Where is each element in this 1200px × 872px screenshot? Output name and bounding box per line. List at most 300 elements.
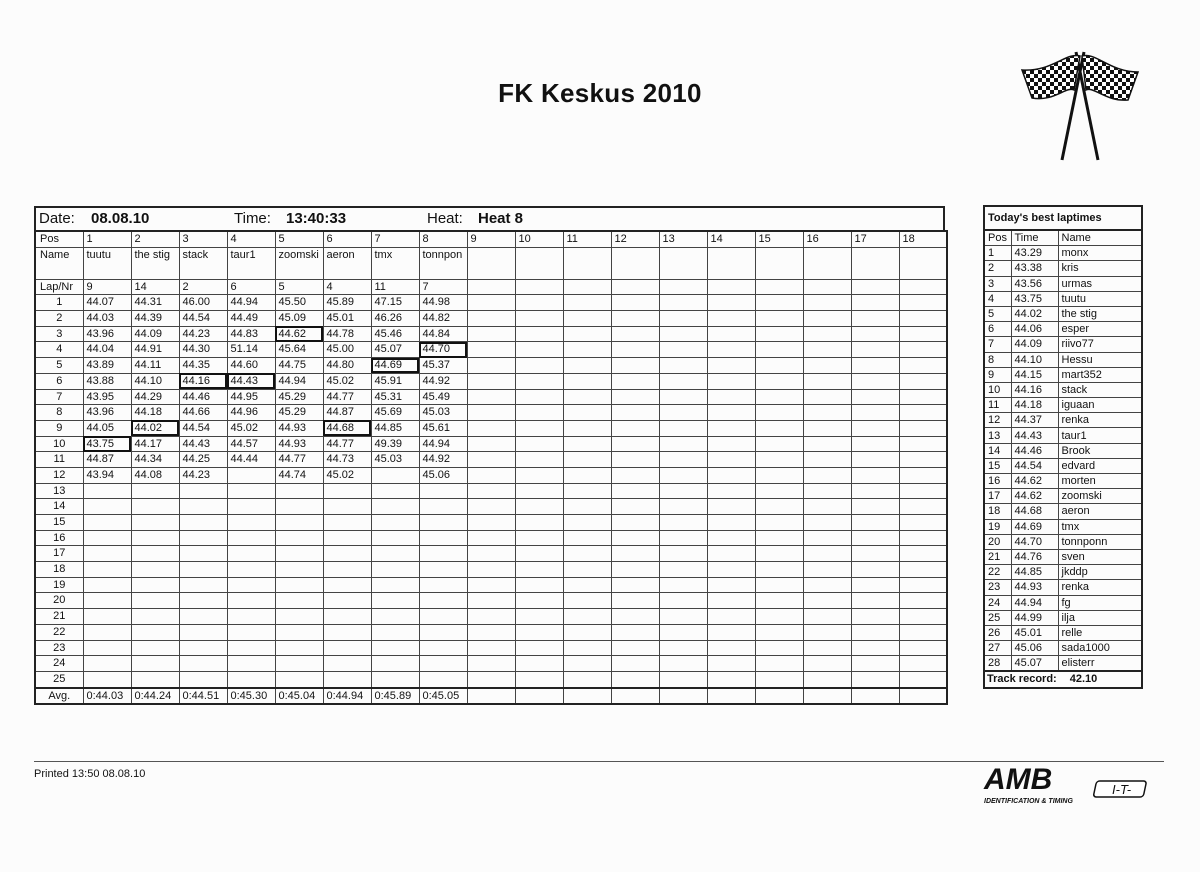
best-lap-cell: 44.02 bbox=[131, 420, 179, 436]
lap-time-cell bbox=[707, 405, 755, 421]
best-pos-cell: 10 bbox=[984, 382, 1011, 397]
lap-time-cell: 44.25 bbox=[179, 452, 227, 468]
lap-time-cell bbox=[659, 405, 707, 421]
lap-time-cell bbox=[371, 546, 419, 562]
lap-time-cell bbox=[611, 326, 659, 342]
best-pos-cell: 2 bbox=[984, 261, 1011, 276]
best-laptime-row bbox=[984, 458, 1142, 473]
pos-cell: 14 bbox=[707, 231, 755, 247]
kart-number-cell bbox=[515, 279, 563, 295]
lap-number-cell: 12 bbox=[35, 467, 83, 483]
lap-time-cell bbox=[707, 499, 755, 515]
lap-time-cell bbox=[179, 562, 227, 578]
lap-time-cell bbox=[131, 609, 179, 625]
average-cell: 0:45.30 bbox=[227, 688, 275, 705]
lap-time-cell: 44.94 bbox=[275, 373, 323, 389]
lap-time-cell bbox=[323, 609, 371, 625]
lap-time-cell: 45.29 bbox=[275, 405, 323, 421]
best-name-cell: renka bbox=[1058, 413, 1142, 428]
best-laptime-row bbox=[984, 489, 1142, 504]
best-name-cell: Brook bbox=[1058, 443, 1142, 458]
best-name-cell: riivo77 bbox=[1058, 337, 1142, 352]
heat-header bbox=[34, 206, 945, 231]
best-laptime-row bbox=[984, 474, 1142, 489]
lap-time-cell bbox=[131, 671, 179, 687]
pos-cell: 18 bbox=[899, 231, 947, 247]
lap-time-cell bbox=[179, 483, 227, 499]
lap-time-cell bbox=[419, 656, 467, 672]
lap-time-cell bbox=[371, 483, 419, 499]
lap-time-cell: 44.94 bbox=[419, 436, 467, 452]
pos-label: Pos bbox=[35, 231, 83, 247]
lap-time-cell bbox=[707, 530, 755, 546]
best-laptime-row bbox=[984, 261, 1142, 276]
pos-cell: 15 bbox=[755, 231, 803, 247]
lap-time-cell bbox=[467, 593, 515, 609]
lap-time-cell bbox=[755, 577, 803, 593]
best-time-cell: 44.70 bbox=[1011, 534, 1058, 549]
printed-timestamp: Printed 13:50 08.08.10 bbox=[34, 768, 146, 780]
driver-name-cell bbox=[707, 247, 755, 279]
best-laptime-row bbox=[984, 534, 1142, 549]
driver-name-cell: the stig bbox=[131, 247, 179, 279]
lap-time-cell bbox=[611, 499, 659, 515]
lap-time-cell: 44.96 bbox=[227, 405, 275, 421]
lap-time-cell bbox=[467, 311, 515, 327]
lap-number-cell: 24 bbox=[35, 656, 83, 672]
pos-cell: 6 bbox=[323, 231, 371, 247]
lap-time-cell bbox=[851, 609, 899, 625]
best-laptime-row bbox=[984, 413, 1142, 428]
lap-time-cell: 45.50 bbox=[275, 295, 323, 311]
lap-time-cell bbox=[371, 499, 419, 515]
lap-time-cell: 44.23 bbox=[179, 326, 227, 342]
logo-text: AMB bbox=[984, 765, 1053, 796]
lap-time-cell bbox=[803, 295, 851, 311]
average-cell bbox=[611, 688, 659, 705]
lap-time-cell bbox=[851, 373, 899, 389]
lap-number-cell: 22 bbox=[35, 624, 83, 640]
lap-time-cell: 44.18 bbox=[131, 405, 179, 421]
best-name-cell: esper bbox=[1058, 322, 1142, 337]
lap-time-cell bbox=[275, 546, 323, 562]
lap-time-cell bbox=[755, 452, 803, 468]
best-pos-cell: 16 bbox=[984, 474, 1011, 489]
best-pos-cell: 12 bbox=[984, 413, 1011, 428]
best-laptime-row bbox=[984, 428, 1142, 443]
lap-time-cell bbox=[851, 546, 899, 562]
lap-time-cell bbox=[755, 640, 803, 656]
lap-time-cell bbox=[707, 326, 755, 342]
best-name-cell: elisterr bbox=[1058, 656, 1142, 672]
lap-time-cell bbox=[467, 483, 515, 499]
lap-time-cell bbox=[371, 562, 419, 578]
lap-time-cell bbox=[515, 326, 563, 342]
lap-time-cell bbox=[851, 499, 899, 515]
average-cell: 0:45.89 bbox=[371, 688, 419, 705]
lap-number-cell: 10 bbox=[35, 436, 83, 452]
kart-number-cell bbox=[659, 279, 707, 295]
lap-time-cell bbox=[227, 530, 275, 546]
lap-time-cell bbox=[563, 467, 611, 483]
lap-time-cell bbox=[611, 671, 659, 687]
lap-time-cell bbox=[803, 483, 851, 499]
lap-time-cell bbox=[515, 467, 563, 483]
best-laptime-row bbox=[984, 246, 1142, 261]
lap-time-cell: 43.88 bbox=[83, 373, 131, 389]
kart-number-cell bbox=[563, 279, 611, 295]
best-pos-cell: 21 bbox=[984, 549, 1011, 564]
best-name-cell: urmas bbox=[1058, 276, 1142, 291]
lap-time-cell bbox=[851, 530, 899, 546]
lap-time-cell bbox=[659, 311, 707, 327]
best-laptime-row bbox=[984, 641, 1142, 656]
best-name-cell: Hessu bbox=[1058, 352, 1142, 367]
lap-time-cell bbox=[659, 452, 707, 468]
lap-time-cell bbox=[611, 436, 659, 452]
lap-time-cell bbox=[755, 467, 803, 483]
lap-time-cell bbox=[515, 656, 563, 672]
best-pos-cell: 18 bbox=[984, 504, 1011, 519]
lap-time-cell bbox=[707, 420, 755, 436]
lap-row bbox=[35, 671, 947, 687]
lap-time-cell bbox=[227, 593, 275, 609]
lap-time-cell bbox=[467, 656, 515, 672]
lap-time-cell bbox=[515, 373, 563, 389]
best-time-cell: 44.99 bbox=[1011, 610, 1058, 625]
lap-time-cell bbox=[371, 624, 419, 640]
kart-number-cell: 5 bbox=[275, 279, 323, 295]
lap-number-cell: 18 bbox=[35, 562, 83, 578]
best-pos-cell: 4 bbox=[984, 291, 1011, 306]
lap-time-cell bbox=[755, 436, 803, 452]
lap-time-cell bbox=[899, 499, 947, 515]
best-time-cell: 45.07 bbox=[1011, 656, 1058, 672]
lap-time-cell bbox=[371, 467, 419, 483]
average-cell bbox=[515, 688, 563, 705]
pos-row bbox=[35, 231, 947, 247]
lap-row bbox=[35, 499, 947, 515]
name-row bbox=[35, 247, 947, 279]
best-pos-cell: 9 bbox=[984, 367, 1011, 382]
lap-time-cell bbox=[515, 483, 563, 499]
lap-time-cell bbox=[467, 295, 515, 311]
best-time-cell: 44.94 bbox=[1011, 595, 1058, 610]
lap-time-cell bbox=[755, 546, 803, 562]
lap-number-cell: 14 bbox=[35, 499, 83, 515]
lap-time-cell bbox=[851, 311, 899, 327]
lap-number-cell: 8 bbox=[35, 405, 83, 421]
lap-time-cell bbox=[851, 389, 899, 405]
best-time-cell: 44.69 bbox=[1011, 519, 1058, 534]
lap-number-cell: 20 bbox=[35, 593, 83, 609]
lap-time-cell bbox=[563, 420, 611, 436]
lap-row bbox=[35, 467, 947, 483]
lap-time-cell bbox=[131, 483, 179, 499]
amb-logo bbox=[982, 765, 1154, 809]
lap-time-cell bbox=[803, 671, 851, 687]
lap-time-cell bbox=[323, 640, 371, 656]
lap-time-cell bbox=[467, 467, 515, 483]
lap-time-cell bbox=[755, 562, 803, 578]
lap-time-cell bbox=[515, 358, 563, 374]
pos-cell: 13 bbox=[659, 231, 707, 247]
best-time-cell: 44.93 bbox=[1011, 580, 1058, 595]
lap-time-cell bbox=[899, 483, 947, 499]
col-pos: Pos bbox=[984, 230, 1011, 246]
lap-time-cell bbox=[755, 499, 803, 515]
lap-time-cell bbox=[563, 373, 611, 389]
pos-cell: 17 bbox=[851, 231, 899, 247]
lap-time-cell bbox=[83, 515, 131, 531]
lap-number-cell: 17 bbox=[35, 546, 83, 562]
best-laptime-row bbox=[984, 504, 1142, 519]
lap-time-cell bbox=[563, 311, 611, 327]
lap-time-cell bbox=[755, 593, 803, 609]
page-title: FK Keskus 2010 bbox=[498, 78, 702, 108]
kart-number-cell: 11 bbox=[371, 279, 419, 295]
lap-time-cell bbox=[83, 671, 131, 687]
kart-number-cell: 14 bbox=[131, 279, 179, 295]
best-pos-cell: 28 bbox=[984, 656, 1011, 672]
lap-row bbox=[35, 342, 947, 358]
best-name-cell: renka bbox=[1058, 580, 1142, 595]
lap-time-cell bbox=[131, 577, 179, 593]
best-time-cell: 44.43 bbox=[1011, 428, 1058, 443]
driver-name-cell: taur1 bbox=[227, 247, 275, 279]
lap-time-cell bbox=[563, 326, 611, 342]
lap-time-cell bbox=[419, 530, 467, 546]
lap-number-cell: 3 bbox=[35, 326, 83, 342]
lap-time-cell bbox=[803, 358, 851, 374]
best-pos-cell: 19 bbox=[984, 519, 1011, 534]
lap-time-cell bbox=[419, 483, 467, 499]
lap-time-cell bbox=[467, 499, 515, 515]
lap-time-cell: 45.01 bbox=[323, 311, 371, 327]
lap-time-cell bbox=[851, 295, 899, 311]
lap-time-cell bbox=[419, 499, 467, 515]
lap-time-cell: 44.04 bbox=[83, 342, 131, 358]
best-lap-cell: 44.69 bbox=[371, 358, 419, 374]
lap-time-cell bbox=[611, 577, 659, 593]
lap-time-cell bbox=[371, 640, 419, 656]
lap-time-cell bbox=[515, 624, 563, 640]
lap-time-cell bbox=[275, 530, 323, 546]
lap-time-cell bbox=[755, 358, 803, 374]
lap-time-cell bbox=[83, 546, 131, 562]
lap-time-cell bbox=[851, 436, 899, 452]
best-name-cell: aeron bbox=[1058, 504, 1142, 519]
date-value: 08.08.10 bbox=[91, 210, 150, 227]
lap-time-cell bbox=[467, 530, 515, 546]
lap-time-cell bbox=[803, 593, 851, 609]
driver-name-cell bbox=[851, 247, 899, 279]
lap-time-cell bbox=[803, 515, 851, 531]
best-name-cell: jkddp bbox=[1058, 565, 1142, 580]
lap-time-cell bbox=[179, 499, 227, 515]
lap-time-cell bbox=[515, 530, 563, 546]
lap-time-cell: 44.73 bbox=[323, 452, 371, 468]
lap-time-cell bbox=[131, 562, 179, 578]
kart-number-cell bbox=[803, 279, 851, 295]
lap-time-cell: 47.15 bbox=[371, 295, 419, 311]
average-cell: 0:44.51 bbox=[179, 688, 227, 705]
best-lap-cell: 44.16 bbox=[179, 373, 227, 389]
best-laptimes-title: Today's best laptimes bbox=[984, 206, 1142, 230]
time-label: Time: bbox=[234, 210, 271, 227]
lap-time-cell bbox=[899, 436, 947, 452]
lap-number-cell: 21 bbox=[35, 609, 83, 625]
average-cell: 0:44.24 bbox=[131, 688, 179, 705]
lap-time-cell bbox=[803, 640, 851, 656]
lap-time-cell bbox=[707, 671, 755, 687]
lap-time-cell bbox=[611, 483, 659, 499]
lap-time-cell bbox=[899, 562, 947, 578]
driver-name-cell: tuutu bbox=[83, 247, 131, 279]
lap-time-cell bbox=[563, 609, 611, 625]
kart-number-row bbox=[35, 279, 947, 295]
lap-time-cell bbox=[659, 593, 707, 609]
lap-time-cell: 44.91 bbox=[131, 342, 179, 358]
best-time-cell: 44.76 bbox=[1011, 549, 1058, 564]
lap-row bbox=[35, 640, 947, 656]
lap-time-cell: 43.89 bbox=[83, 358, 131, 374]
lap-time-cell bbox=[515, 609, 563, 625]
lap-time-cell bbox=[899, 326, 947, 342]
lap-time-cell bbox=[179, 671, 227, 687]
kart-number-cell bbox=[851, 279, 899, 295]
lap-time-cell: 45.07 bbox=[371, 342, 419, 358]
lap-time-cell bbox=[371, 515, 419, 531]
driver-name-cell bbox=[563, 247, 611, 279]
lap-time-cell: 44.09 bbox=[131, 326, 179, 342]
best-name-cell: monx bbox=[1058, 246, 1142, 261]
lap-time-cell: 43.94 bbox=[83, 467, 131, 483]
lap-time-cell bbox=[899, 358, 947, 374]
lap-row bbox=[35, 624, 947, 640]
lap-time-cell bbox=[659, 358, 707, 374]
kart-number-cell: 7 bbox=[419, 279, 467, 295]
lap-time-cell bbox=[707, 436, 755, 452]
best-laptime-row bbox=[984, 519, 1142, 534]
lap-time-cell: 44.30 bbox=[179, 342, 227, 358]
lap-time-cell bbox=[323, 562, 371, 578]
lap-time-cell: 45.00 bbox=[323, 342, 371, 358]
best-name-cell: relle bbox=[1058, 625, 1142, 640]
best-laptime-row bbox=[984, 625, 1142, 640]
average-cell: 0:44.94 bbox=[323, 688, 371, 705]
lap-number-cell: 9 bbox=[35, 420, 83, 436]
lap-time-cell bbox=[131, 546, 179, 562]
lap-time-cell bbox=[899, 515, 947, 531]
lap-time-cell bbox=[563, 436, 611, 452]
lap-time-cell bbox=[419, 593, 467, 609]
lap-time-cell: 44.54 bbox=[179, 311, 227, 327]
best-time-cell: 44.68 bbox=[1011, 504, 1058, 519]
driver-name-cell bbox=[611, 247, 659, 279]
lap-time-cell bbox=[227, 671, 275, 687]
lap-time-cell bbox=[227, 562, 275, 578]
driver-name-cell: stack bbox=[179, 247, 227, 279]
driver-name-cell: tmx bbox=[371, 247, 419, 279]
lap-time-cell bbox=[275, 609, 323, 625]
lap-time-cell bbox=[563, 295, 611, 311]
best-pos-cell: 25 bbox=[984, 610, 1011, 625]
lap-time-cell bbox=[707, 515, 755, 531]
lap-time-cell bbox=[755, 295, 803, 311]
lap-time-cell bbox=[275, 483, 323, 499]
lap-time-cell bbox=[563, 499, 611, 515]
driver-name-cell: aeron bbox=[323, 247, 371, 279]
lap-row bbox=[35, 405, 947, 421]
lap-time-cell bbox=[563, 624, 611, 640]
pos-cell: 7 bbox=[371, 231, 419, 247]
lap-time-cell: 45.02 bbox=[323, 467, 371, 483]
lap-number-cell: 1 bbox=[35, 295, 83, 311]
lap-time-cell bbox=[515, 436, 563, 452]
lap-number-cell: 13 bbox=[35, 483, 83, 499]
lap-time-cell bbox=[707, 452, 755, 468]
lap-row bbox=[35, 420, 947, 436]
col-time: Time bbox=[1011, 230, 1058, 246]
lap-time-cell bbox=[851, 593, 899, 609]
lap-time-cell: 45.06 bbox=[419, 467, 467, 483]
lap-time-cell bbox=[227, 640, 275, 656]
lap-time-cell: 44.39 bbox=[131, 311, 179, 327]
lap-time-cell bbox=[899, 342, 947, 358]
lap-time-cell bbox=[755, 389, 803, 405]
best-laptime-row bbox=[984, 656, 1142, 672]
lap-time-cell: 45.03 bbox=[419, 405, 467, 421]
best-time-cell: 43.56 bbox=[1011, 276, 1058, 291]
lap-time-cell: 44.34 bbox=[131, 452, 179, 468]
best-pos-cell: 23 bbox=[984, 580, 1011, 595]
lap-time-cell bbox=[803, 467, 851, 483]
lap-time-cell bbox=[611, 467, 659, 483]
lap-time-cell: 43.96 bbox=[83, 326, 131, 342]
lap-time-cell: 44.03 bbox=[83, 311, 131, 327]
lap-time-cell bbox=[659, 295, 707, 311]
pos-cell: 8 bbox=[419, 231, 467, 247]
lap-time-cell bbox=[275, 515, 323, 531]
lap-time-cell bbox=[371, 577, 419, 593]
lap-time-cell bbox=[755, 624, 803, 640]
lap-time-cell bbox=[83, 483, 131, 499]
lap-row bbox=[35, 295, 947, 311]
lap-time-cell bbox=[131, 593, 179, 609]
lap-time-cell: 45.09 bbox=[275, 311, 323, 327]
lap-time-cell bbox=[227, 546, 275, 562]
lap-time-cell: 44.46 bbox=[179, 389, 227, 405]
lap-time-cell bbox=[131, 499, 179, 515]
lap-time-cell bbox=[371, 593, 419, 609]
lap-time-cell: 49.39 bbox=[371, 436, 419, 452]
lap-time-cell bbox=[563, 405, 611, 421]
lap-time-cell bbox=[179, 546, 227, 562]
lap-row bbox=[35, 546, 947, 562]
lap-time-cell bbox=[179, 624, 227, 640]
lap-time-cell bbox=[515, 311, 563, 327]
lap-time-cell bbox=[659, 609, 707, 625]
lap-time-cell bbox=[755, 420, 803, 436]
lap-time-cell bbox=[659, 656, 707, 672]
kart-number-cell: 4 bbox=[323, 279, 371, 295]
driver-name-cell bbox=[755, 247, 803, 279]
lap-time-cell: 44.49 bbox=[227, 311, 275, 327]
lap-time-cell: 45.29 bbox=[275, 389, 323, 405]
lap-time-cell: 45.02 bbox=[227, 420, 275, 436]
lap-time-cell: 44.10 bbox=[131, 373, 179, 389]
